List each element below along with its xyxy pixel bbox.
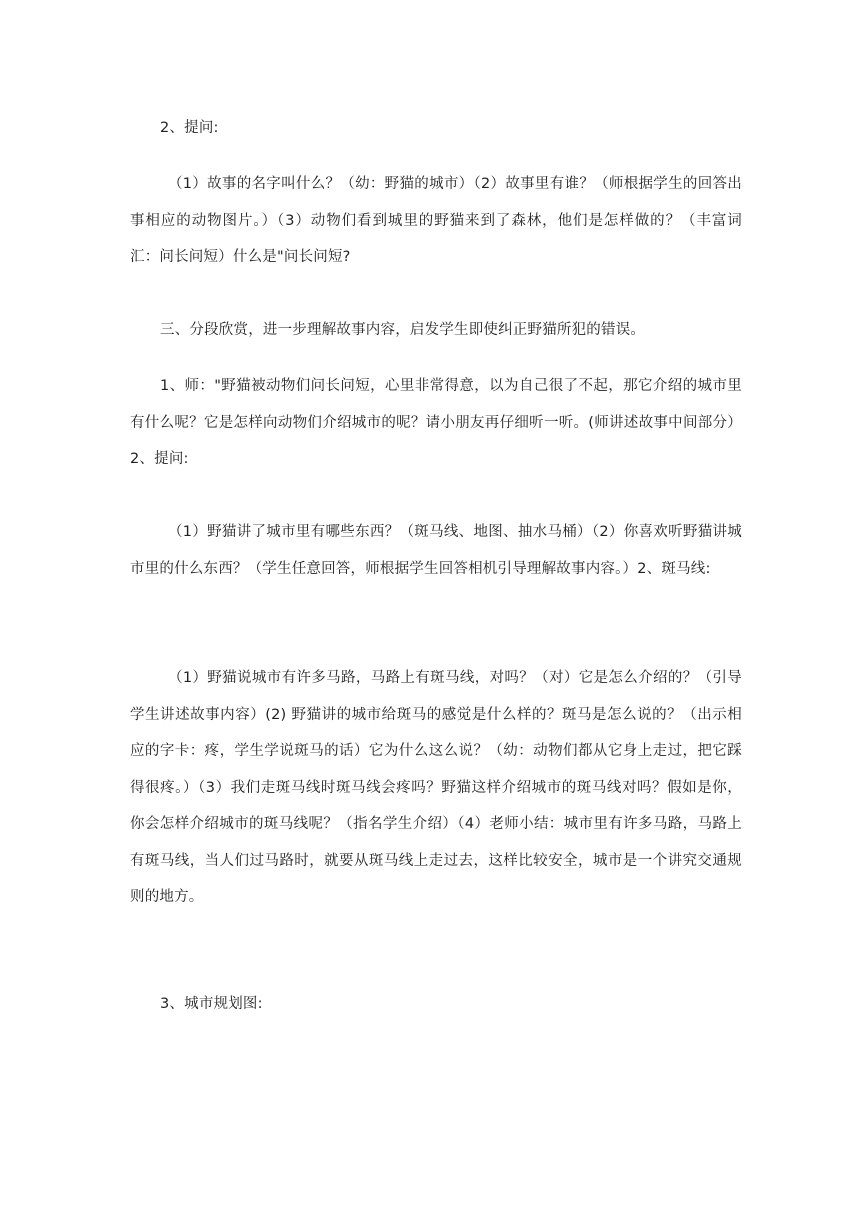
paragraph-section-three: 三、分段欣赏，进一步理解故事内容，启发学生即使纠正野猫所犯的错误。 — [160, 322, 646, 338]
paragraph-city-plan-heading: 3、城市规划图: — [160, 996, 263, 1012]
paragraph-questions-2: （1）野猫讲了城市里有哪些东西？（斑马线、地图、抽水马桶）（2）你喜欢听野猫讲城市里的什么东西？（学生任意回答，师根据学生回答相机引导理解故事内容。）2、斑马线: — [130, 524, 742, 577]
paragraph-zebra-crossing: （1）野猫说城市有许多马路，马路上有斑马线，对吗？（对）它是怎么介绍的？（引导学生讲述故事内容）(2) 野猫讲的城市给斑马的感觉是什么样的？斑马是怎么说的？（出示相应的字卡：疼，学生学说斑马的话）它为什么这么说？（幼：动物们都从它身上走过，把它踩得很疼。）（3）我们走斑马线时斑马线会疼吗？野猫这样介绍城市的斑马线对吗？假如是你，你会怎样介绍城市的斑马线呢？（指名学生介绍）（4）老师小结：城市里有许多马路，马路上有斑马线，当人们过马路时，就要从斑马线上走过去，这样比较安全，城市是一个讲究交通规则的地方。 — [130, 670, 742, 905]
paragraph-teacher-intro: 1、师："野猫被动物们问长问短，心里非常得意，以为自己很了不起，那它介绍的城市里有什么呢？它是怎样向动物们介绍城市的呢？请小朋友再仔细听一听。(师讲述故事中间部分）2、提问: — [130, 378, 742, 467]
paragraph-questions-1: （1）故事的名字叫什么？（幼：野猫的城市）（2）故事里有谁？（师根据学生的回答出事相应的动物图片。）（3）动物们看到城里的野猫来到了森林，他们是怎样做的？（丰富词汇：问长问短）什么是"问长问短? — [130, 176, 742, 265]
paragraph-question-heading-1: 2、提问: — [160, 120, 219, 136]
